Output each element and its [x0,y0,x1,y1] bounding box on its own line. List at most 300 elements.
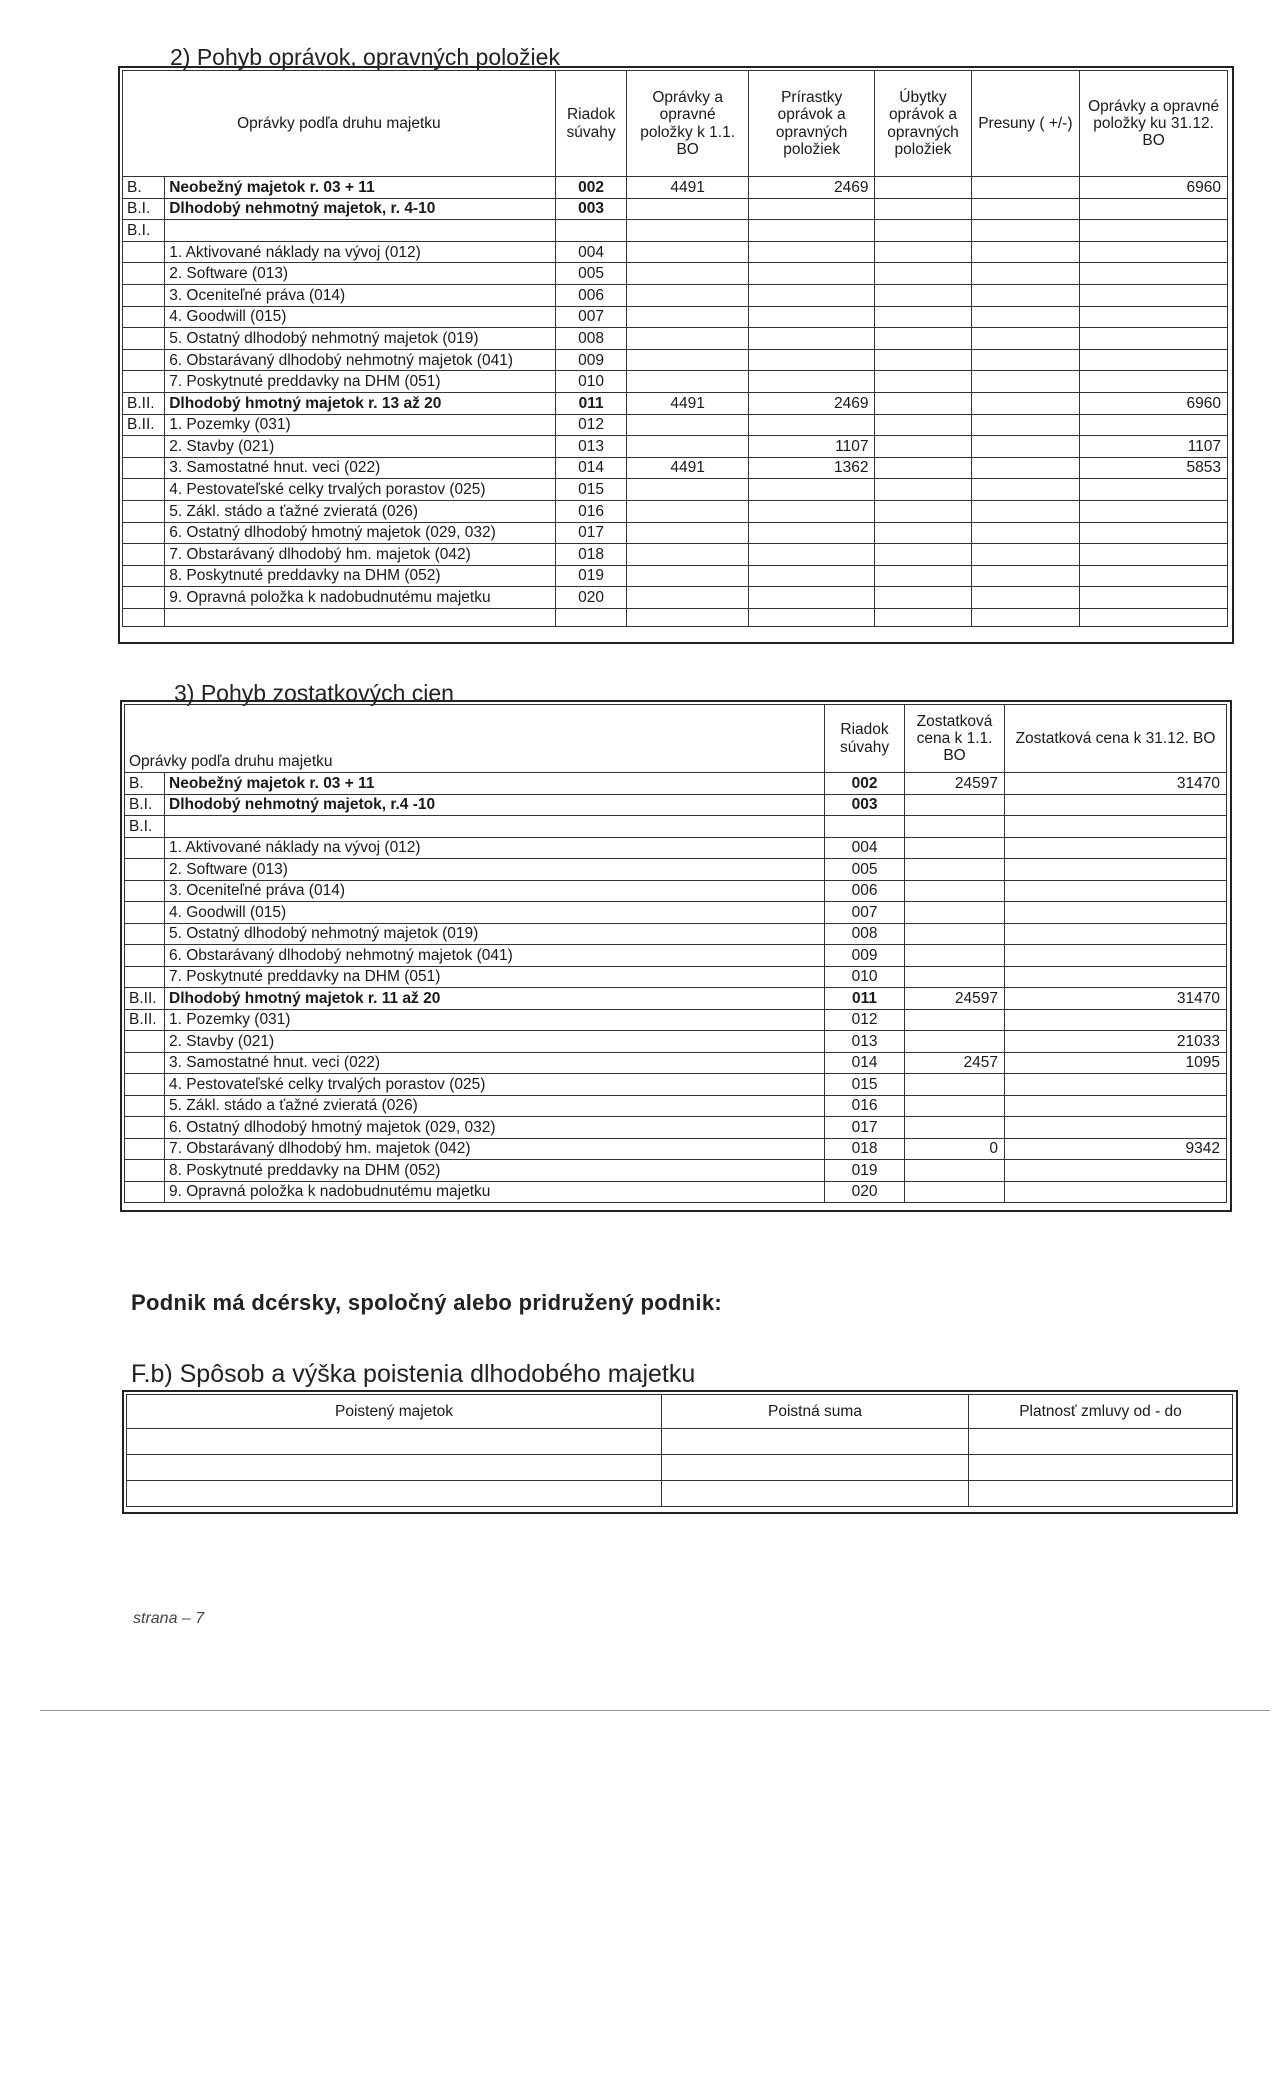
cell-start: 24597 [905,773,1005,795]
cell-decrease [875,349,971,371]
col-header-asset: Poistený majetok [127,1395,662,1429]
subsidiary-question: Podnik má dcérsky, spoločný alebo pridružený podnik: [131,1290,722,1315]
row-section: B.II. [123,392,165,414]
col-header-label: Oprávky podľa druhu majetku [125,705,825,773]
cell-end [1080,565,1228,587]
table-row [125,816,1227,838]
row-code: 003 [555,198,627,220]
cell-decrease [875,198,971,220]
cell-increase [748,263,875,285]
cell-end: 9342 [1005,1138,1227,1160]
row-section [125,1138,165,1160]
table-row [123,479,1228,501]
table-row [125,988,1227,1010]
cell-start: 4491 [627,457,748,479]
cell-transfer [971,544,1080,566]
row-section: B.I. [125,794,165,816]
row-section [125,1117,165,1139]
row-label: 1. Pozemky (031) [165,1009,825,1031]
cell-end [1005,1095,1227,1117]
table-row [123,500,1228,522]
table-row [123,457,1228,479]
cell-decrease [875,328,971,350]
cell-increase [748,414,875,436]
row-section: B.I. [123,220,165,242]
table-row [123,198,1228,220]
cell-start [627,414,748,436]
table-row [125,773,1227,795]
cell-decrease [875,220,971,242]
row-label: 5. Zákl. stádo a ťažné zvieratá (026) [165,500,556,522]
cell-start [905,859,1005,881]
table-row [125,923,1227,945]
cell-start: 0 [905,1138,1005,1160]
row-section [125,1074,165,1096]
cell-transfer [971,436,1080,458]
cell-decrease [875,587,971,609]
row-code: 016 [825,1095,905,1117]
cell-end: 31470 [1005,773,1227,795]
row-section [123,457,165,479]
table-row [125,1138,1227,1160]
row-code: 002 [555,177,627,199]
row-section [125,859,165,881]
cell-transfer [971,479,1080,501]
row-section [123,241,165,263]
cell-start [627,565,748,587]
table-row [123,328,1228,350]
table-row [125,1181,1227,1203]
cell-start [905,1031,1005,1053]
cell-sum [662,1429,969,1455]
row-code: 020 [555,587,627,609]
cell-decrease [875,284,971,306]
row-code: 011 [555,392,627,414]
cell-start: 2457 [905,1052,1005,1074]
cell-decrease [875,263,971,285]
cell-decrease [875,479,971,501]
col-header-increase: Prírastky oprávok a opravných položiek [748,71,875,177]
cell-end [1080,587,1228,609]
row-label: Dlhodobý nehmotný majetok, r. 4-10 [165,198,556,220]
blank-cell [875,608,971,626]
row-label: 3. Oceniteľné práva (014) [165,880,825,902]
row-code: 008 [555,328,627,350]
cell-transfer [971,263,1080,285]
col-header-decrease: Úbytky oprávok a opravných položiek [875,71,971,177]
cell-asset [127,1455,662,1481]
cell-end: 1095 [1005,1052,1227,1074]
row-label: 3. Oceniteľné práva (014) [165,284,556,306]
cell-start [627,479,748,501]
row-code: 013 [555,436,627,458]
cell-start [905,1181,1005,1203]
row-code: 005 [825,859,905,881]
cell-end: 6960 [1080,177,1228,199]
cell-transfer [971,241,1080,263]
row-code: 003 [825,794,905,816]
row-code: 015 [825,1074,905,1096]
row-code: 006 [555,284,627,306]
row-code: 014 [555,457,627,479]
cell-end: 5853 [1080,457,1228,479]
cell-transfer [971,349,1080,371]
row-section [125,902,165,924]
row-label: 2. Software (013) [165,859,825,881]
row-section [125,923,165,945]
row-code: 007 [555,306,627,328]
row-label: 6. Obstarávaný dlhodobý nehmotný majetok (041) [165,945,825,967]
cell-increase: 2469 [748,392,875,414]
row-code: 004 [825,837,905,859]
row-section [123,500,165,522]
cell-start [627,220,748,242]
cell-decrease [875,306,971,328]
row-label: 7. Poskytnuté preddavky na DHM (051) [165,371,556,393]
table-row [125,1031,1227,1053]
cell-decrease [875,436,971,458]
blank-cell [555,608,627,626]
blank-cell [1080,608,1228,626]
cell-decrease [875,500,971,522]
cell-increase [748,220,875,242]
table-row [125,794,1227,816]
row-section [123,565,165,587]
cell-end: 1107 [1080,436,1228,458]
row-section [123,371,165,393]
row-code: 015 [555,479,627,501]
cell-increase [748,284,875,306]
table-row [125,1160,1227,1182]
row-label: 4. Pestovateľské celky trvalých porastov (025) [165,1074,825,1096]
cell-start [905,923,1005,945]
cell-transfer [971,198,1080,220]
cell-start [905,945,1005,967]
row-section [123,544,165,566]
insurance-title: F.b) Spôsob a výška poistenia dlhodobého majetku [131,1360,696,1388]
row-section: B. [125,773,165,795]
row-section [123,328,165,350]
table-row [123,220,1228,242]
row-code: 012 [555,414,627,436]
cell-increase [748,522,875,544]
cell-start: 4491 [627,392,748,414]
cell-increase: 2469 [748,177,875,199]
insurance-row [127,1429,1233,1455]
cell-start [905,1095,1005,1117]
insurance-table [126,1394,1233,1507]
row-section [125,1031,165,1053]
row-code: 012 [825,1009,905,1031]
row-code: 007 [825,902,905,924]
page-number: strana – 7 [133,1610,205,1627]
row-section [123,284,165,306]
row-label: 2. Stavby (021) [165,436,556,458]
cell-end: 6960 [1080,392,1228,414]
row-section [123,263,165,285]
cell-decrease [875,457,971,479]
row-section [125,1181,165,1203]
cell-end [1080,544,1228,566]
cell-end [1080,522,1228,544]
cell-increase [748,565,875,587]
row-section [123,479,165,501]
insurance-row [127,1481,1233,1507]
row-code: 002 [825,773,905,795]
col-header-start: Zostatková cena k 1.1. BO [905,705,1005,773]
cell-increase: 1107 [748,436,875,458]
col-header-label: Oprávky podľa druhu majetku [123,71,556,177]
table-row [125,902,1227,924]
cell-end [1005,902,1227,924]
cell-start [627,436,748,458]
cell-end [1080,241,1228,263]
cell-end [1080,263,1228,285]
cell-asset [127,1481,662,1507]
cell-increase [748,587,875,609]
table-row [125,1117,1227,1139]
row-label: 4. Goodwill (015) [165,306,556,328]
blank-cell [971,608,1080,626]
row-section [123,436,165,458]
row-label: 6. Ostatný dlhodobý hmotný majetok (029, 032) [165,1117,825,1139]
cell-end [1005,923,1227,945]
row-section [125,945,165,967]
cell-start [905,1160,1005,1182]
row-label: 7. Obstarávaný dlhodobý hm. majetok (042) [165,1138,825,1160]
row-label: 2. Stavby (021) [165,1031,825,1053]
row-label: 2. Software (013) [165,263,556,285]
cell-end [1080,479,1228,501]
cell-end [1005,945,1227,967]
table-row [123,371,1228,393]
row-code [555,220,627,242]
cell-start [905,902,1005,924]
cell-transfer [971,284,1080,306]
cell-transfer [971,220,1080,242]
row-section: B.I. [123,198,165,220]
row-label: Dlhodobý hmotný majetok r. 13 až 20 [165,392,556,414]
row-label: 3. Samostatné hnut. veci (022) [165,457,556,479]
cell-end [1080,371,1228,393]
table-row [123,392,1228,414]
row-section: B.II. [123,414,165,436]
cell-end [1005,1117,1227,1139]
table-row [123,436,1228,458]
table-row [123,177,1228,199]
cell-start [905,966,1005,988]
cell-end [1005,816,1227,838]
cell-end [1080,306,1228,328]
row-code: 014 [825,1052,905,1074]
cell-increase [748,328,875,350]
cell-decrease [875,241,971,263]
blank-cell [123,608,165,626]
cell-transfer [971,522,1080,544]
cell-transfer [971,565,1080,587]
cell-decrease [875,414,971,436]
cell-end [1005,1160,1227,1182]
cell-end [1080,284,1228,306]
row-code: 013 [825,1031,905,1053]
row-code: 011 [825,988,905,1010]
row-label: 5. Ostatný dlhodobý nehmotný majetok (019) [165,923,825,945]
cell-end [1080,414,1228,436]
row-code: 020 [825,1181,905,1203]
cell-start [627,328,748,350]
row-label: 4. Goodwill (015) [165,902,825,924]
row-label: 9. Opravná položka k nadobudnutému majetku [165,1181,825,1203]
row-label: Neobežný majetok r. 03 + 11 [165,773,825,795]
row-label [165,220,556,242]
table-row [125,966,1227,988]
row-label: 1. Pozemky (031) [165,414,556,436]
row-code: 008 [825,923,905,945]
cell-start: 24597 [905,988,1005,1010]
cell-end [1005,1009,1227,1031]
table-row [123,414,1228,436]
col-header-end: Oprávky a opravné položky ku 31.12. BO [1080,71,1228,177]
cell-start [905,1009,1005,1031]
table-row [123,241,1228,263]
row-label: 6. Ostatný dlhodobý hmotný majetok (029, 032) [165,522,556,544]
row-code: 009 [825,945,905,967]
cell-increase [748,349,875,371]
cell-decrease [875,392,971,414]
row-section: B.I. [125,816,165,838]
col-header-row: Riadok súvahy [555,71,627,177]
col-header-sum: Poistná suma [662,1395,969,1429]
cell-end [1005,859,1227,881]
cell-end [1080,349,1228,371]
cell-start [627,241,748,263]
row-section [125,837,165,859]
cell-start [905,880,1005,902]
row-label: 9. Opravná položka k nadobudnutému majetku [165,587,556,609]
row-section: B. [123,177,165,199]
table-row [123,565,1228,587]
cell-end: 31470 [1005,988,1227,1010]
row-label: 4. Pestovateľské celky trvalých porastov (025) [165,479,556,501]
section2-table [122,70,1228,627]
cell-start [627,371,748,393]
row-label [165,816,825,838]
cell-end [1005,794,1227,816]
table-row [125,837,1227,859]
blank-cell [748,608,875,626]
row-label: Dlhodobý hmotný majetok r. 11 až 20 [165,988,825,1010]
row-label: Neobežný majetok r. 03 + 11 [165,177,556,199]
cell-sum [662,1481,969,1507]
table-row [123,306,1228,328]
row-label: 5. Ostatný dlhodobý nehmotný majetok (019) [165,328,556,350]
cell-validity [969,1455,1233,1481]
cell-start [627,284,748,306]
row-code: 009 [555,349,627,371]
blank-cell [627,608,748,626]
cell-transfer [971,414,1080,436]
col-header-transfer: Presuny ( +/-) [971,71,1080,177]
row-label: 8. Poskytnuté preddavky na DHM (052) [165,565,556,587]
cell-decrease [875,371,971,393]
cell-decrease [875,522,971,544]
cell-end [1080,220,1228,242]
cell-increase: 1362 [748,457,875,479]
row-label: 8. Poskytnuté preddavky na DHM (052) [165,1160,825,1182]
row-code: 018 [555,544,627,566]
table-row [123,349,1228,371]
cell-start: 4491 [627,177,748,199]
cell-transfer [971,500,1080,522]
cell-start [905,794,1005,816]
cell-end: 21033 [1005,1031,1227,1053]
cell-transfer [971,306,1080,328]
row-label: Dlhodobý nehmotný majetok, r.4 -10 [165,794,825,816]
row-code: 005 [555,263,627,285]
cell-increase [748,500,875,522]
row-section [123,522,165,544]
row-code: 019 [555,565,627,587]
cell-end [1080,198,1228,220]
col-header-validity: Platnosť zmluvy od - do [969,1395,1233,1429]
row-section [125,966,165,988]
cell-start [627,500,748,522]
col-header-row: Riadok súvahy [825,705,905,773]
table-row [123,284,1228,306]
row-label: 1. Aktivované náklady na vývoj (012) [165,837,825,859]
cell-start [627,522,748,544]
row-code: 006 [825,880,905,902]
section3-table [124,704,1227,1203]
table-row [123,587,1228,609]
cell-end [1005,966,1227,988]
cell-increase [748,241,875,263]
row-section [123,349,165,371]
row-code: 019 [825,1160,905,1182]
cell-increase [748,371,875,393]
row-label: 1. Aktivované náklady na vývoj (012) [165,241,556,263]
cell-increase [748,198,875,220]
insurance-row [127,1455,1233,1481]
row-code: 010 [555,371,627,393]
row-section: B.II. [125,988,165,1010]
table-row [125,1052,1227,1074]
cell-transfer [971,457,1080,479]
table-row [125,1095,1227,1117]
cell-start [627,306,748,328]
table-row [125,1074,1227,1096]
cell-end [1080,500,1228,522]
col-header-end: Zostatková cena k 31.12. BO [1005,705,1227,773]
table-row [125,880,1227,902]
row-label: 5. Zákl. stádo a ťažné zvieratá (026) [165,1095,825,1117]
row-label: 7. Obstarávaný dlhodobý hm. majetok (042) [165,544,556,566]
cell-validity [969,1481,1233,1507]
cell-transfer [971,328,1080,350]
table-row [123,263,1228,285]
cell-start [627,263,748,285]
cell-validity [969,1429,1233,1455]
row-code: 017 [555,522,627,544]
row-section [125,1052,165,1074]
row-label: 7. Poskytnuté preddavky na DHM (051) [165,966,825,988]
row-code: 018 [825,1138,905,1160]
scan-edge-line [40,1710,1270,1711]
table-row-blank [123,608,1228,626]
section2-title: 2) Pohyb oprávok, opravných položiek [170,44,560,70]
table-row [123,544,1228,566]
row-section [123,587,165,609]
